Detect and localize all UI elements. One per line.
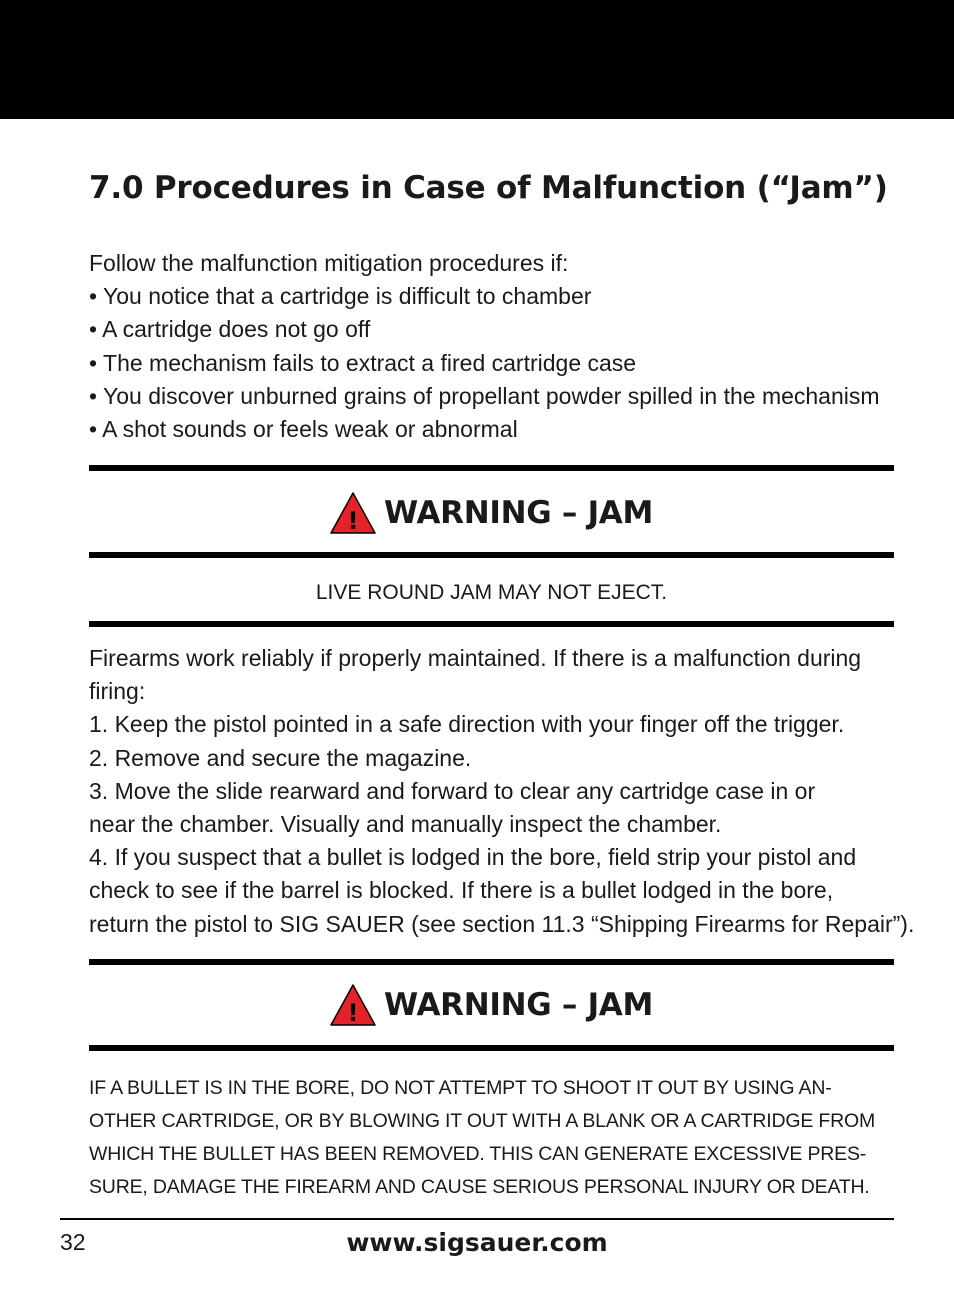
procedure-text (89, 642, 915, 941)
procedure-step: near the chamber. Visually and manually inspect the chamber. (89, 810, 722, 837)
warning-2-line: WHICH THE BULLET HAS BEEN REMOVED. THIS CAN GENERATE EXCESSIVE PRES- (89, 1143, 867, 1165)
procedure-step: check to see if the barrel is blocked. If there is a bullet lodged in the bore, (89, 877, 834, 904)
warning-2-text (89, 1072, 901, 1204)
warning-1-title: WARNING – JAM (383, 495, 654, 531)
warning-icon-glyph: ! (347, 999, 359, 1026)
intro-list (89, 247, 909, 446)
warning-2-line: OTHER CARTRIDGE, OR BY BLOWING IT OUT WITH A BLANK OR A CARTRIDGE FROM (89, 1110, 875, 1132)
header-band (0, 0, 954, 119)
warning-2-top-rule (89, 959, 894, 965)
intro-bullet: • You discover unburned grains of propellant powder spilled in the mechanism (89, 382, 880, 409)
intro-line: Follow the malfunction mitigation procedures if: (89, 250, 569, 276)
procedure-step: 3. Move the slide rearward and forward to clear any cartridge case in or (89, 777, 816, 804)
procedure-step: 1. Keep the pistol pointed in a safe direction with your finger off the trigger. (89, 711, 845, 738)
intro-bullet: • A shot sounds or feels weak or abnormal (89, 415, 518, 442)
warning-1-top-rule (89, 465, 894, 471)
section-title: 7.0 Procedures in Case of Malfunction (“Jam”) (89, 170, 888, 206)
intro-bullet: • A cartridge does not go off (89, 316, 371, 343)
warning-triangle-icon (330, 492, 376, 534)
warning-2-title: WARNING – JAM (383, 987, 654, 1023)
warning-icon-glyph: ! (347, 507, 359, 534)
warning-1-header (89, 488, 894, 538)
intro-bullet: • You notice that a cartridge is difficult to chamber (89, 283, 592, 310)
procedure-line: Firearms work reliably if properly maintained. If there is a malfunction during (89, 645, 862, 671)
warning-1-text: LIVE ROUND JAM MAY NOT EJECT. (315, 581, 668, 604)
warning-2-line: SURE, DAMAGE THE FIREARM AND CAUSE SERIOUS PERSONAL INJURY OR DEATH. (89, 1176, 870, 1198)
footer-rule (60, 1218, 894, 1220)
website-url: www.sigsauer.com (346, 1228, 608, 1257)
warning-2-header (89, 980, 894, 1030)
procedure-step: 2. Remove and secure the magazine. (89, 744, 472, 771)
warning-2-line: IF A BULLET IS IN THE BORE, DO NOT ATTEMPT TO SHOOT IT OUT BY USING AN- (89, 1077, 832, 1099)
warning-1-bottom-rule (89, 621, 894, 627)
warning-1-mid-rule (89, 552, 894, 558)
warning-2-bottom-rule (89, 1045, 894, 1051)
procedure-step: 4. If you suspect that a bullet is lodged in the bore, field strip your pistol and (89, 844, 857, 871)
intro-bullet: • The mechanism fails to extract a fired cartridge case (89, 349, 637, 376)
page-number: 32 (60, 1229, 86, 1255)
procedure-step: return the pistol to SIG SAUER (see section 11.3 “Shipping Firearms for Repair”). (89, 910, 915, 937)
warning-triangle-icon (330, 984, 376, 1026)
procedure-line: firing: (89, 678, 146, 705)
